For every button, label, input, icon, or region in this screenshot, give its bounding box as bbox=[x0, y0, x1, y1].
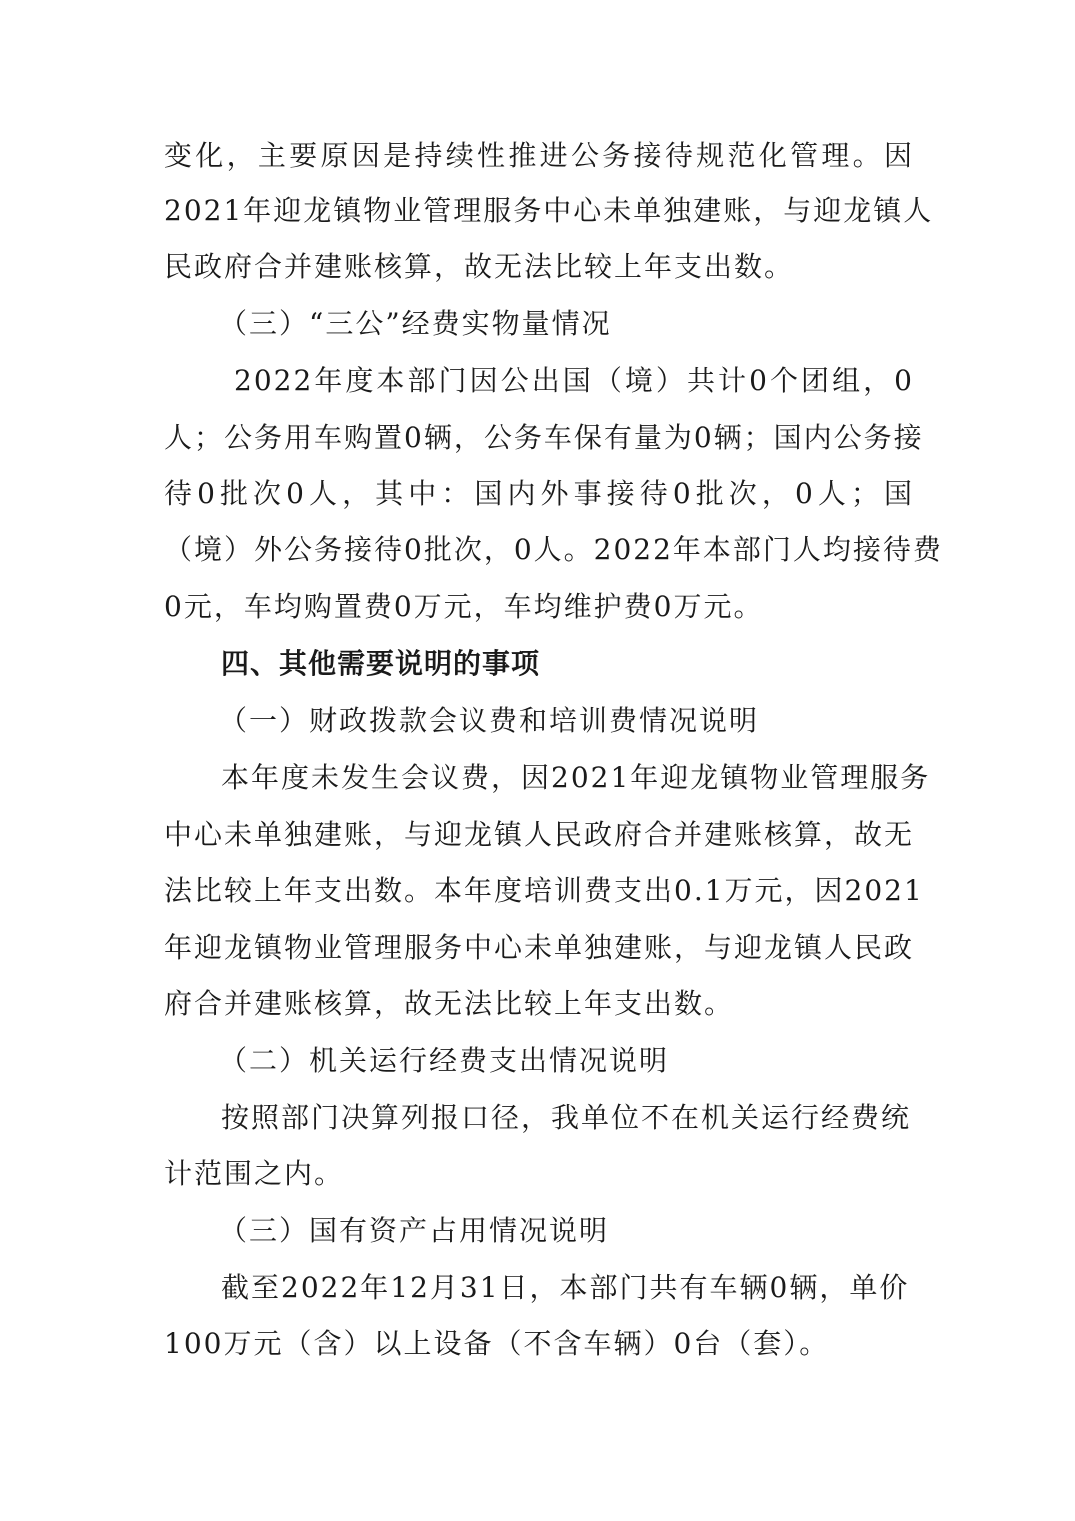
paragraph-line: 民政府合并建账核算，故无法比较上年支出数。 bbox=[164, 250, 795, 283]
paragraph-line: 人；公务用车购置0辆，公务车保有量为0辆；国内公务接 bbox=[164, 421, 924, 454]
section-heading: （三）国有资产占用情况说明 bbox=[219, 1214, 610, 1247]
paragraph-line: 0元，车均购置费0万元，车均维护费0万元。 bbox=[164, 590, 764, 623]
section-heading: （三）“三公”经费实物量情况 bbox=[219, 307, 612, 340]
paragraph-line: 年迎龙镇物业管理服务中心未单独建账，与迎龙镇人民政 bbox=[164, 931, 915, 964]
paragraph-line: 按照部门决算列报口径，我单位不在机关运行经费统 bbox=[221, 1101, 912, 1134]
paragraph-line: 100万元（含）以上设备（不含车辆）0台（套）。 bbox=[164, 1327, 830, 1360]
paragraph-line: 中心未单独建账，与迎龙镇人民政府合并建账核算，故无 bbox=[164, 818, 915, 851]
paragraph-line: 变化，主要原因是持续性推进公务接待规范化管理。因 bbox=[164, 139, 914, 172]
paragraph-line: 截至2022年12月31日，本部门共有车辆0辆，单价 bbox=[221, 1271, 910, 1304]
paragraph-line: 本年度未发生会议费，因2021年迎龙镇物业管理服务 bbox=[221, 761, 931, 794]
paragraph-line: 府合并建账核算，故无法比较上年支出数。 bbox=[164, 987, 735, 1020]
section-heading: （二）机关运行经费支出情况说明 bbox=[219, 1044, 670, 1077]
paragraph-line: （境）外公务接待0批次，0人。2022年本部门人均接待费 bbox=[164, 533, 943, 566]
paragraph-line: 计范围之内。 bbox=[164, 1157, 345, 1190]
paragraph-line: 法比较上年支出数。本年度培训费支出0.1万元，因2021 bbox=[164, 874, 924, 907]
chapter-heading: 四、其他需要说明的事项 bbox=[221, 647, 541, 680]
section-heading: （一）财政拨款会议费和培训费情况说明 bbox=[219, 704, 760, 737]
paragraph-line: 2022年度本部门因公出国（境）共计0个团组，0 bbox=[234, 364, 914, 397]
paragraph-line: 2021年迎龙镇物业管理服务中心未单独建账，与迎龙镇人 bbox=[164, 194, 934, 227]
paragraph-line: 待0批次0人，其中：国内外事接待0批次，0人；国 bbox=[164, 477, 914, 510]
